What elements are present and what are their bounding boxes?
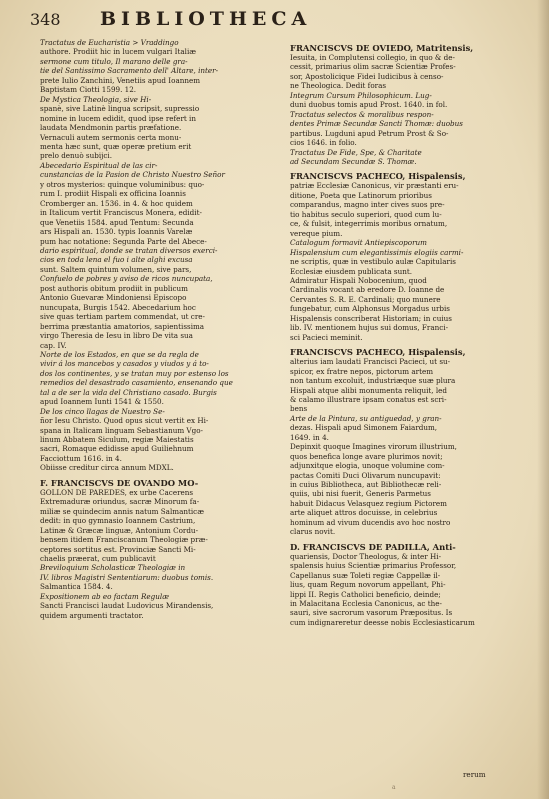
text-line: clarus novit. [290, 527, 336, 537]
text-line: cessit, primarius olim sacræ Scientiæ Profes- [290, 62, 456, 72]
text-line: lius, quam Regum novorum appellant, Phi- [290, 580, 446, 590]
text-line: ce, & fulsit, integerrimis moribus ornatum, [290, 219, 448, 229]
text-line: authore. Prodiit hic in lucem vulgari Italiæ [40, 47, 197, 57]
text-line: apud Ioannem Iunti 1541 & 1550. [40, 397, 164, 407]
text-line: vivir á los mancebos y casados y viudos y á to- [40, 359, 209, 369]
text-line: Integrum Cursum Philosophicum. Lug- [290, 90, 432, 100]
text-line: sunt. Saltem quintum volumen, sive pars, [40, 264, 192, 274]
text-line: laudata Mendmonin partis præfatione. [40, 123, 182, 133]
text-line: Tractatus selectos & moralibus respon- [290, 109, 434, 119]
page-fold-shadow [537, 0, 549, 799]
text-line: dentes Primæ Secundæ Sancti Thomæ: duobus [290, 119, 463, 129]
text-line: Hispali atque alibi monumenta reliquit, led [290, 385, 448, 395]
text-line: pactas Comiti Duci Olivarum nuncupavit: [290, 470, 441, 480]
text-line: sci Pacieci meminit. [290, 332, 363, 342]
text-line: Antonio Guevaræ Mindoniensi Episcopo [40, 293, 187, 303]
text-line: rum I. prodiit Hispali ex officina Ioannis [40, 189, 186, 199]
text-line: chaelis præerat, cum publicavit [40, 554, 156, 564]
text-line: cunstancias de la Pasion de Christo Nuestro Señor [40, 170, 225, 180]
text-line: Tractatus de Eucharistia > Vraddingo [40, 38, 179, 47]
entry-heading: D. FRANCISCVS DE PADILLA, Anti- [290, 541, 456, 552]
text-line: arte aliquet attros docuisse, in celebrius [290, 508, 438, 518]
text-line: GOLLON DE PAREDES, ex urbe Cacerens [40, 487, 194, 497]
text-line: Confuelo de pobres y aviso de ricos nuncupata, [40, 274, 213, 284]
text-line: Cromberger an. 1536. in 4. & hoc quidem [40, 198, 193, 208]
text-line: virgo Theresia de Iesu in libro De vita sua [40, 331, 193, 341]
text-line: sauri, sive sacrorum vasorum Præpositus. Is [290, 608, 453, 618]
text-line: dos los continentes, y se tratan muy por estenso los [40, 368, 229, 378]
text-line: Salmantica 1584. 4. [40, 582, 113, 592]
text-line: IV. libros Magistri Sententiarum: duobus tomis. [40, 572, 214, 582]
text-line: ditione, Poeta que Latinorum prioribus [290, 190, 432, 200]
text-line: patriæ Ecclesiæ Canonicus, vir præstanti eru- [290, 181, 459, 191]
text-line: spicor, ex fratre nepos, pictorum artem [290, 366, 434, 376]
text-line: partibus. Lugduni apud Petrum Prost & So- [290, 128, 449, 138]
text-line: dedit: in quo gymnasio Ioannem Castrium, [40, 516, 196, 526]
text-line: quidem argumenti tractator. [40, 610, 144, 620]
text-line: habuit Didacus Velasquez regium Pictorem [290, 498, 448, 508]
text-line: bensem itidem Franciscanum Theologiæ præ- [40, 535, 208, 545]
text-line: Expositionem ab eo factam Regulæ [40, 591, 169, 601]
text-line: pum hac notatione: Segunda Parte del Abece- [40, 236, 207, 246]
text-line: duni duobus tomis apud Prost. 1640. in fol. [290, 100, 448, 110]
text-line: spana in Italicam linguam Sebastianum Vgo- [40, 425, 203, 435]
text-line: in Malacitana Ecclesia Canonicus, ac the- [290, 599, 442, 609]
text-line: ars Hispali an. 1530. typis Ioannis Varelæ [40, 227, 193, 237]
text-line: lib. IV. mentionem hujus sui domus, Franci- [290, 323, 449, 333]
text-line: bens [290, 404, 308, 414]
text-line: Obiisse creditur circa annum MDXL. [40, 463, 174, 473]
text-line: dezas. Hispali apud Simonem Faiardum, [290, 423, 438, 433]
text-line: Iesuita, in Complutensi collegio, in quo & de- [290, 53, 455, 62]
text-line: dario espiritual, donde se tratan diversos exerci- [40, 245, 218, 255]
text-line: Cervantes S. R. E. Cardinali; quo munere [290, 294, 441, 304]
right-column [290, 38, 522, 627]
text-line: ne Theologica. Dedit foras [290, 81, 387, 91]
text-line: fungebatur, cum Alphonsus Morgadus urbis [290, 304, 450, 314]
text-line: Admiratur Hispali Nobocenium, quod [290, 275, 427, 285]
text-line: De los cinco llagas de Nuestro Se- [40, 406, 165, 416]
text-line: miliæ se quindecim annis natum Salmanticæ [40, 506, 204, 516]
text-line: spanè, sive Latinè lingua scripsit, supressio [40, 104, 200, 114]
text-line: Breviloquium Scholasticæ Theologiæ in [40, 563, 186, 573]
text-line: cum indignareretur deesse nobis Ecclesiasticarum [290, 617, 475, 627]
text-line: hominum ad vivum ducendis avo hoc nostro [290, 517, 451, 527]
text-line: prete Iulio Zanchini, Venetiis apud Ioannem [40, 75, 201, 85]
text-line: tio habitus seculo superiori, quod cum lu- [290, 209, 442, 219]
text-line: ad Secundam Secundæ S. Thomæ. [290, 156, 417, 166]
text-line: Facciottum 1616. in 4. [40, 453, 122, 463]
text-line: adjunxitque elogia, unoque volumine com- [290, 461, 445, 471]
text-line: Cardinalis vocant ab eredore D. Ioanne de [290, 285, 445, 295]
text-line: comparandus, magno inter cives suos pre- [290, 200, 445, 210]
page-header [30, 8, 527, 34]
text-line: in Italicum vertit Franciscus Monera, edidit- [40, 208, 202, 218]
text-line: nomine in lucem edidit, quod ipse refert in [40, 113, 196, 123]
running-title: BIBLIOTHECA [100, 8, 312, 30]
text-line: cios en toda lena el fuo i alte alghi excusa [40, 255, 193, 265]
text-line: lippi II. Regis Catholici beneficio, deinde; [290, 589, 441, 599]
text-line: Norte de los Estados, en que se da regla de [40, 349, 199, 359]
text-line: vereque pium. [290, 228, 343, 238]
text-line: spalensis huius Scientiæ primarius Professor, [290, 561, 457, 571]
text-line: tie del Santissimo Sacramento dell' Altare, inter- [40, 66, 219, 76]
text-line: Capellanus suæ Toleti regiæ Cappellæ il- [290, 570, 441, 580]
text-line: & calamo illustrare ipsam conatus est scri- [290, 394, 447, 404]
left-column [40, 38, 276, 620]
text-line: cap. IV. [40, 340, 67, 350]
text-line: Extremaduræ oriundus, sacræ Minorum fa- [40, 497, 200, 507]
page-number: 348 [30, 10, 61, 29]
text-line: Depinxit quoque Imagines virorum illustrium, [290, 442, 457, 452]
text-line: alterius iam laudati Francisci Pacieci, ut su- [290, 357, 451, 367]
text-line: tal a de ser la vida del Christiano casado. Burgis [40, 387, 217, 397]
text-line: berrima præstantia amatorios, sapientissima [40, 321, 205, 331]
text-line: que Venetiis 1584. apud Tentum: Secunda [40, 217, 194, 227]
text-line: cios 1646. in folio. [290, 138, 357, 148]
text-line: prelo denuò subijci. [40, 151, 112, 161]
text-line: Ecclesiæ eiusdem publicata sunt. [290, 266, 413, 276]
text-line: Arte de la Pintura, su antiguedad, y gran- [290, 413, 442, 423]
text-line: Catalogum formavit Antiepiscoporum [290, 238, 427, 248]
text-line: quos benefica longe avare plurimos novit; [290, 451, 443, 461]
entry-heading: FRANCISCVS PACHECO, Hispalensis, [290, 347, 466, 358]
text-line: post authoris obitum prodiit in publicum [40, 283, 188, 293]
text-line: sacri, Romaque edidisse apud Guiliehnum [40, 444, 194, 454]
entry-heading: F. FRANCISCVS DE OVANDO MO- [40, 477, 199, 488]
text-line: linum Abbatem Siculum, regiæ Maiestatis [40, 435, 194, 445]
text-line: Latinæ & Græcæ linguæ, Antonium Cordu- [40, 525, 198, 535]
text-line: Tractatus De Fide, Spe, & Charitate [290, 147, 422, 157]
text-line: sor, Apostolicique Fidei Iudicibus à censo- [290, 71, 444, 81]
entry-heading: FRANCISCVS DE OVIEDO, Matritensis, [290, 43, 474, 53]
text-line: sermone cum titulo, Il marano delle gra- [40, 56, 188, 66]
text-line: De Mystica Theologia, sive Hi- [40, 94, 152, 104]
text-line: Sancti Francisci laudat Ludovicus Mirandensis, [40, 601, 214, 611]
text-line: Abecedario Espiritual de las cir- [40, 160, 158, 170]
text-line: ceptores sortitus est. Provinciæ Sancti Mi- [40, 544, 196, 554]
text-line: in cuius Bibliotheca, aut Bibliothecæ reli- [290, 480, 442, 490]
text-line: Vernaculi autem sermonis certa monu- [40, 132, 182, 142]
text-line: Baptistam Ciotti 1599. 12. [40, 85, 137, 95]
entry-heading: FRANCISCVS PACHECO, Hispalensis, [290, 171, 466, 182]
text-line: menta hæc sunt, quæ operæ pretium erit [40, 141, 192, 151]
text-line: sive quas tertiam partem commendat, ut cre- [40, 312, 205, 322]
text-line: ñor Iesu Christo. Quod opus sicut vertit ex Hi- [40, 416, 209, 426]
text-line: remedios del desastrado casamiento, ensenando que [40, 378, 233, 388]
text-line: non tantum excoluit, industriæque suæ plura [290, 376, 456, 386]
catchword: rerum [463, 770, 486, 779]
text-line: quariensis, Doctor Theologus, & inter Hi- [290, 551, 442, 561]
text-line: 1649. in 4. [290, 432, 329, 442]
text-line: y otros mysterios: quinque voluminibus: quo- [40, 179, 205, 189]
signature-mark: a [392, 784, 396, 791]
text-line: nuncupata, Burgis 1542. Abecedarium hoc [40, 302, 196, 312]
text-line: ne scriptis, quæ in vestibulo aulæ Capitularis [290, 257, 456, 267]
text-line: Hispalensium cum elegantissimis elogiis carmi- [290, 247, 464, 257]
text-line: quiis, ubi nisi fuerit, Generis Parmetus [290, 489, 431, 499]
text-line: Hispalensis conscriberat Historiam; in cuius [290, 313, 452, 323]
